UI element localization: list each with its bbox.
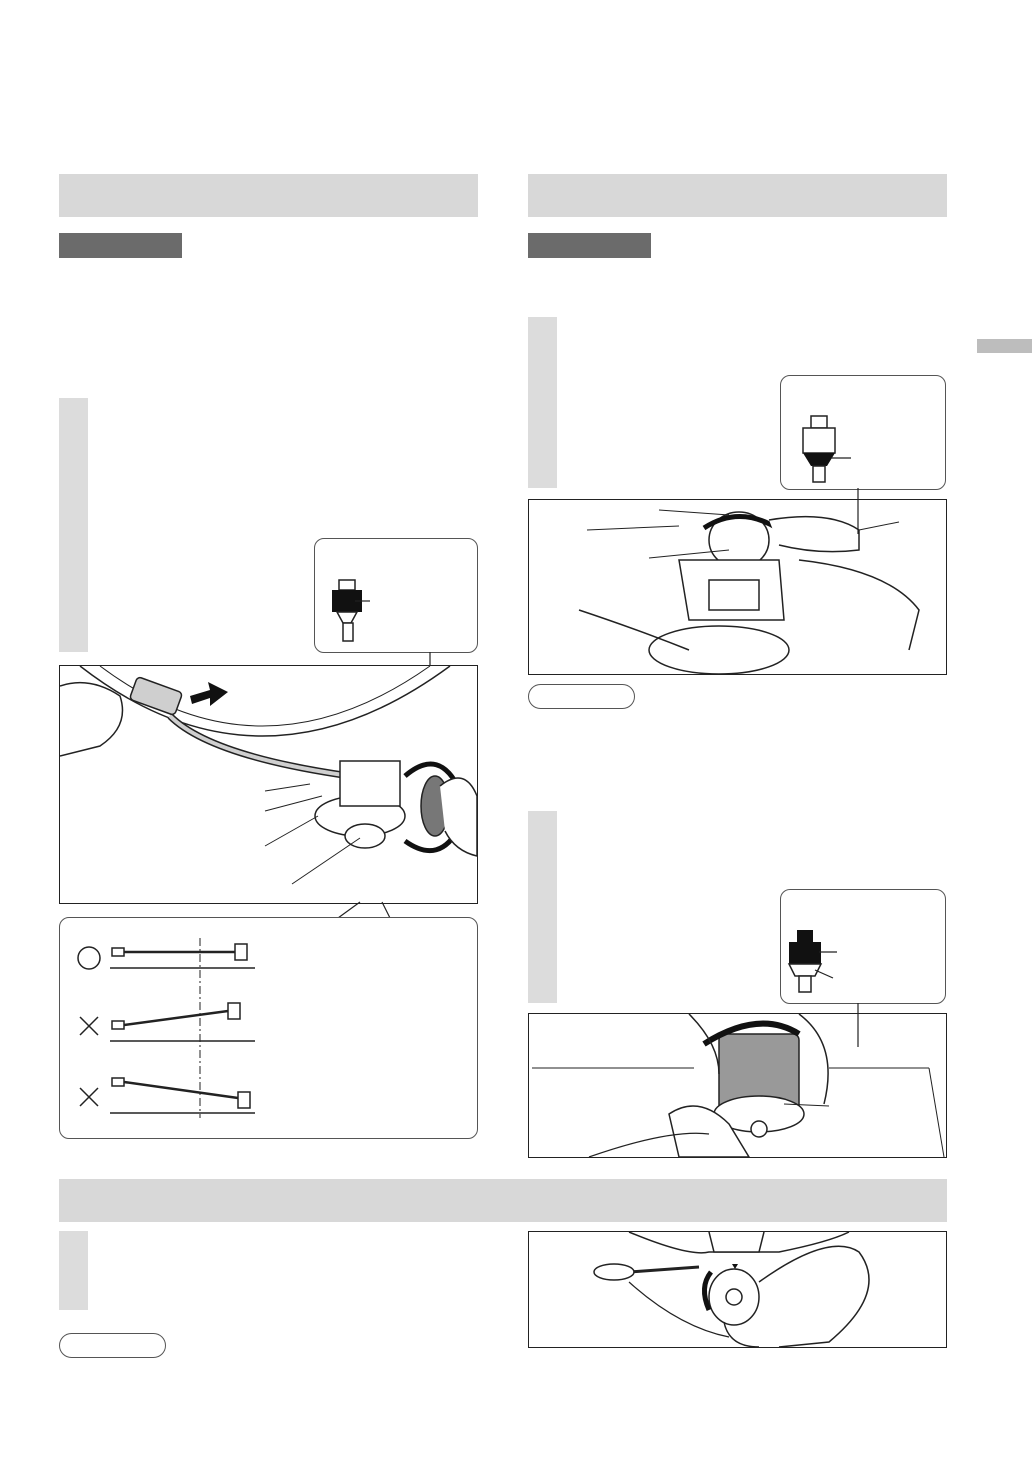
right-label-tab [528,233,651,258]
left-tonearm-illustration [59,665,478,904]
cross-icon-2 [80,1088,98,1106]
right-section-header [528,174,947,217]
left-cartridge-callout [314,538,478,653]
balance-diagram-callout [59,917,478,1139]
bottom-cleaning-illustration [528,1231,947,1348]
circle-icon [78,947,100,969]
right-step-bar-2 [528,811,557,1003]
right-note-pill [528,684,635,709]
cartridge-full-icon [781,890,947,1005]
dial-drawing-1 [529,500,946,674]
tonearm-drawing [60,666,477,903]
dial-drawing-2 [529,1014,946,1157]
right-dial-illustration-2 [528,1013,947,1158]
cleaning-drawing [529,1232,946,1347]
left-section-header [59,174,478,217]
right-callout-leader-2 [840,1003,880,1063]
right-cartridge-callout-1 [780,375,946,490]
right-cartridge-callout-2 [780,889,946,1004]
arrow-right-icon [190,682,228,706]
bottom-note-pill [59,1333,166,1358]
cross-icon [80,1017,98,1035]
left-step-bar [59,398,88,652]
right-callout-leader-1 [840,488,880,548]
left-label-tab [59,233,182,258]
bottom-section-header [59,1179,947,1222]
side-index-tab [977,339,1032,353]
balance-diagram [60,918,477,1138]
cartridge-black-icon [315,539,479,654]
bottom-step-bar [59,1231,88,1310]
cartridge-half-icon [781,376,947,491]
right-step-bar-1 [528,317,557,488]
right-dial-illustration-1 [528,499,947,675]
